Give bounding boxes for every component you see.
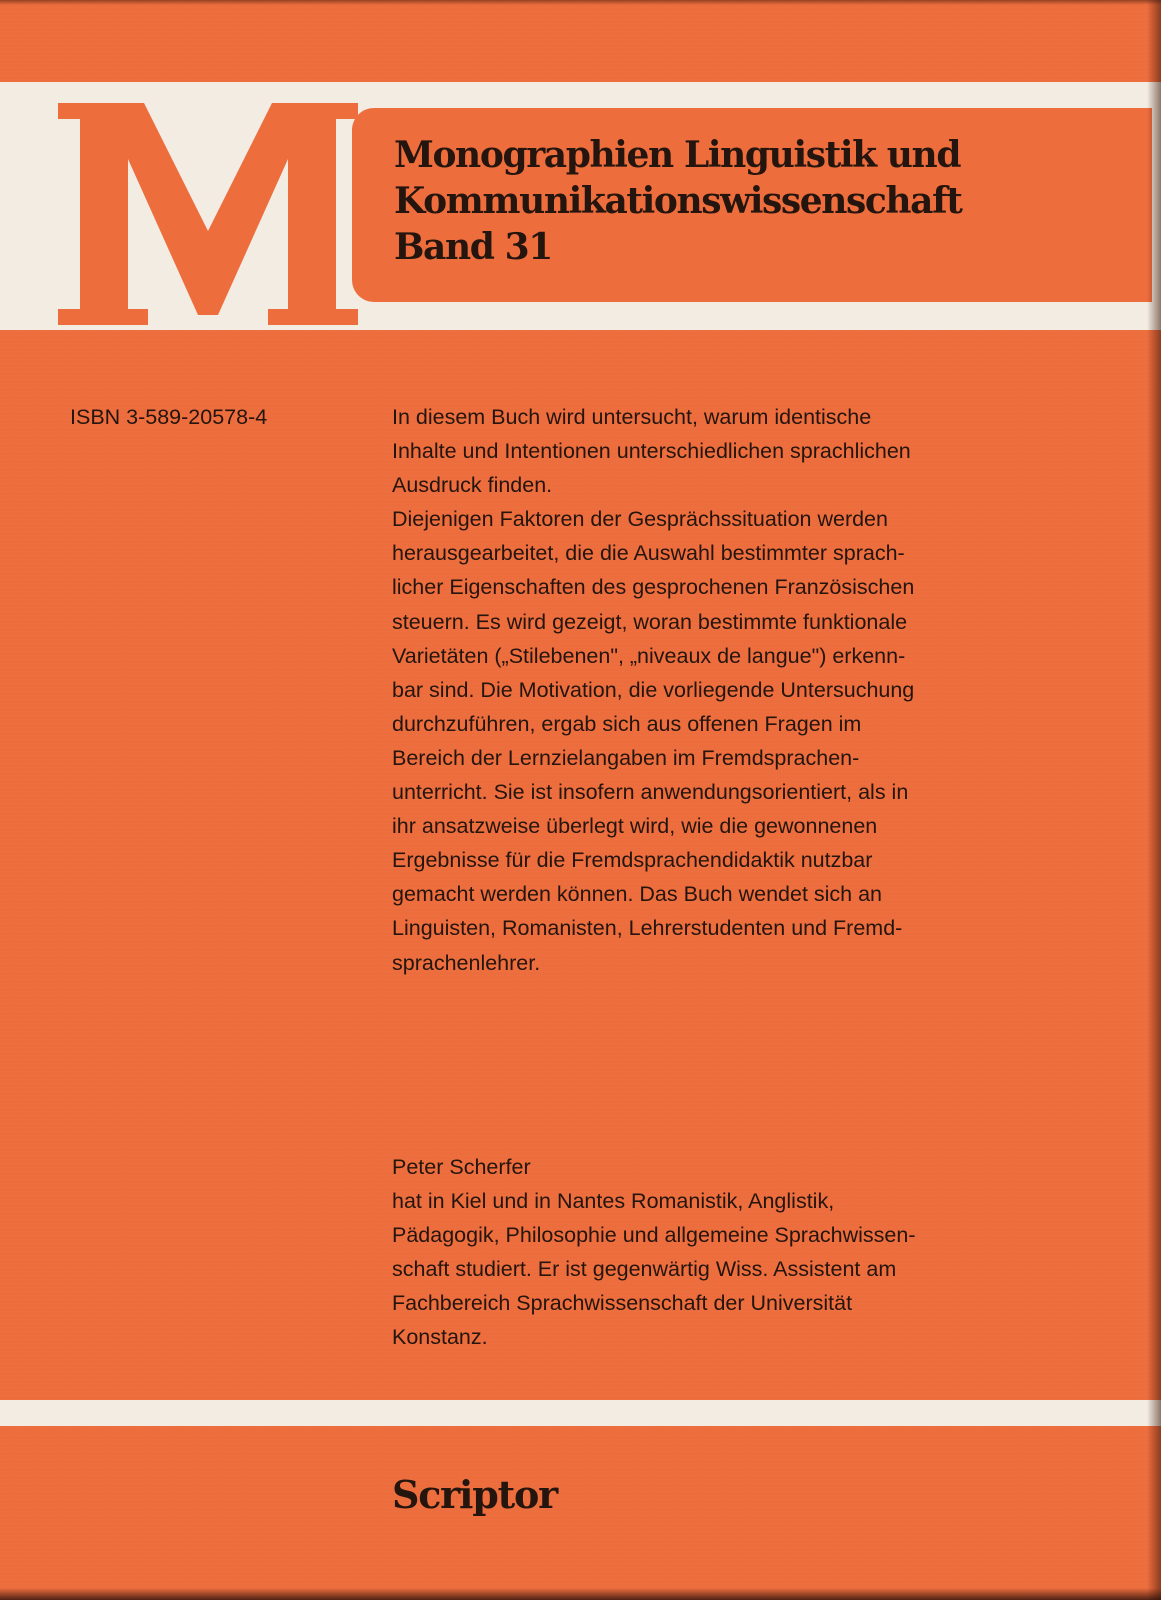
description-line: Diejenigen Faktoren der Gesprächssituation werden [392, 507, 888, 532]
author-bio-line: Konstanz. [392, 1325, 488, 1350]
author-name: Peter Scherfer [392, 1155, 531, 1179]
series-volume: Band 31 [394, 226, 552, 268]
author-bio [392, 1150, 1112, 1355]
footer-band [0, 1400, 1161, 1426]
author-bio-line: Fachbereich Sprachwissenschaft der Universität [392, 1291, 853, 1316]
description-line: durchzuführen, ergab sich aus offenen Fragen im [392, 711, 862, 736]
description-line: Ausdruck finden. [392, 473, 553, 498]
description-line: Inhalte und Intentionen unterschiedlichen sprachlichen [392, 439, 911, 464]
description-line: gemacht werden können. Das Buch wendet sich an [392, 882, 883, 907]
book-description [392, 400, 1092, 980]
scan-edge-right [1147, 0, 1161, 1600]
series-title-line-1: Monographien Linguistik und [394, 134, 961, 176]
description-line: Linguisten, Romanisten, Lehrerstudenten und Fremd- [392, 916, 903, 941]
description-line: licher Eigenschaften des gesprochenen Französischen [392, 575, 915, 600]
description-line: sprachenlehrer. [392, 950, 541, 975]
description-line: ihr ansatzweise überlegt wird, wie die gewonnenen [392, 814, 878, 839]
author-bio-line: schaft studiert. Er ist gegenwärtig Wiss. Assistent am [392, 1257, 897, 1282]
author-bio-line: hat in Kiel und in Nantes Romanistik, Anglistik, [392, 1189, 835, 1214]
description-line: herausgearbeitet, die die Auswahl bestimmter sprach- [392, 541, 905, 566]
description-line: bar sind. Die Motivation, die vorliegende Untersuchung [392, 677, 915, 702]
description-line: Varietäten („Stilebenen", „niveaux de langue") erkenn- [392, 643, 906, 668]
description-line: Bereich der Lernzielangaben im Fremdsprachen- [392, 745, 860, 770]
series-m-logo-icon [58, 103, 358, 325]
isbn-number: ISBN 3-589-20578-4 [70, 405, 268, 429]
description-line: unterricht. Sie ist insofern anwendungsorientiert, als in [392, 780, 909, 805]
author-bio-line: Pädagogik, Philosophie und allgemeine Sprachwissen- [392, 1223, 916, 1248]
description-line: In diesem Buch wird untersucht, warum identische [392, 405, 872, 429]
series-title [394, 132, 1154, 270]
scan-edge-top [0, 0, 1161, 5]
description-line: steuern. Es wird gezeigt, woran bestimmte funktionale [392, 609, 908, 634]
publisher-name: Scriptor [392, 1472, 557, 1517]
scan-edge-bottom [0, 1588, 1161, 1600]
series-title-line-2: Kommunikationswissenschaft [394, 180, 962, 222]
description-line: Ergebnisse für die Fremdsprachendidaktik nutzbar [392, 848, 873, 873]
